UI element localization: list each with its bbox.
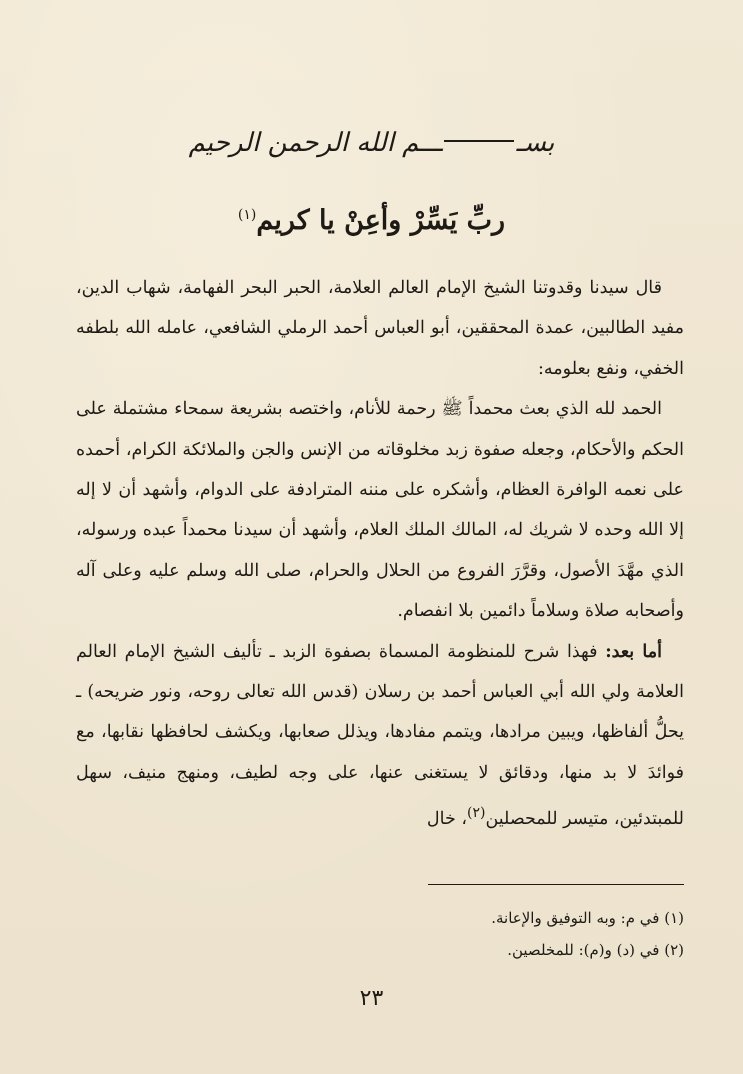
main-text: [76, 268, 684, 840]
footnote-separator: [428, 884, 684, 885]
basmala-end: ـــم الله الرحمن الرحيم: [188, 128, 443, 158]
footnotes: [76, 902, 684, 966]
paragraph-footnote-ref: (٢): [466, 805, 486, 822]
paragraph-lead: أما بعد:: [605, 641, 662, 662]
page-number: ٢٣: [359, 986, 384, 1011]
paragraph-praise: الحمد لله الذي بعث محمداً ﷺ رحمة للأنام، واختصه بشريعة سمحاء مشتملة على الحكم والأحكام، وجعله صفوة زبد مخلوقاته من الإنس والجن والملائكة الكرام، أحمده على نعمه الوافرة العظام، وأشكره على مننه المترادفة على الدوام، وأشهد أن لا إله إلا الله وحده لا شريك له، المالك الملك العلام، وأشهد أن سيدنا محمداً عبده ورسوله، الذي مهَّدَ الأصول، وقرَّرَ الفروع من الحلال والحرام، صلى الله وسلم عليه وعلى آله وأصحابه صلاة وسلاماً دائمين بلا انفصام.: [76, 399, 684, 622]
paragraph-intro: قال سيدنا وقدوتنا الشيخ الإمام العالم العلامة، الحبر البحر الفهامة، شهاب الدين، مفيد الطالبين، عمدة المحققين، أبو العباس أحمد الرملي الشافعي، عامله الله بلطفه الخفي، ونفع بعلومه:: [76, 278, 684, 379]
footnote-2: (٢) في (د) و(م): للمخلصين.: [507, 941, 684, 959]
basmala-stretch: [444, 140, 514, 142]
paragraph-purpose-end: ، خال: [426, 809, 467, 830]
heading-text: ربِّ يَسِّرْ وأعِنْ يا كريم: [256, 205, 506, 236]
footnote-1: (١) في م: وبه التوفيق والإعانة.: [491, 909, 684, 927]
basmala-start: بسـ: [516, 128, 555, 158]
basmala: [0, 128, 743, 158]
paragraph-purpose: [76, 632, 684, 840]
section-heading: [0, 205, 743, 236]
heading-footnote-ref: (١): [237, 207, 257, 223]
paragraph-purpose-text: فهذا شرح للمنظومة المسماة بصفوة الزبد ـ تأليف الشيخ الإمام العالم العلامة ولي الله أبي العباس أحمد بن رسلان (قدس الله تعالى روحه، ونور ضريحه) ـ يحلُّ ألفاظها، ويبين مرادها، ويتمم مفادها، ويذلل صعابها، ويكشف لحافظها نقابها، مع فوائدَ لا بد منها، ودقائق لا يستغنى عنها، على وجه لطيف، ومنهج منيف، سهل للمبتدئين، متيسر للمحصلين: [76, 641, 684, 830]
